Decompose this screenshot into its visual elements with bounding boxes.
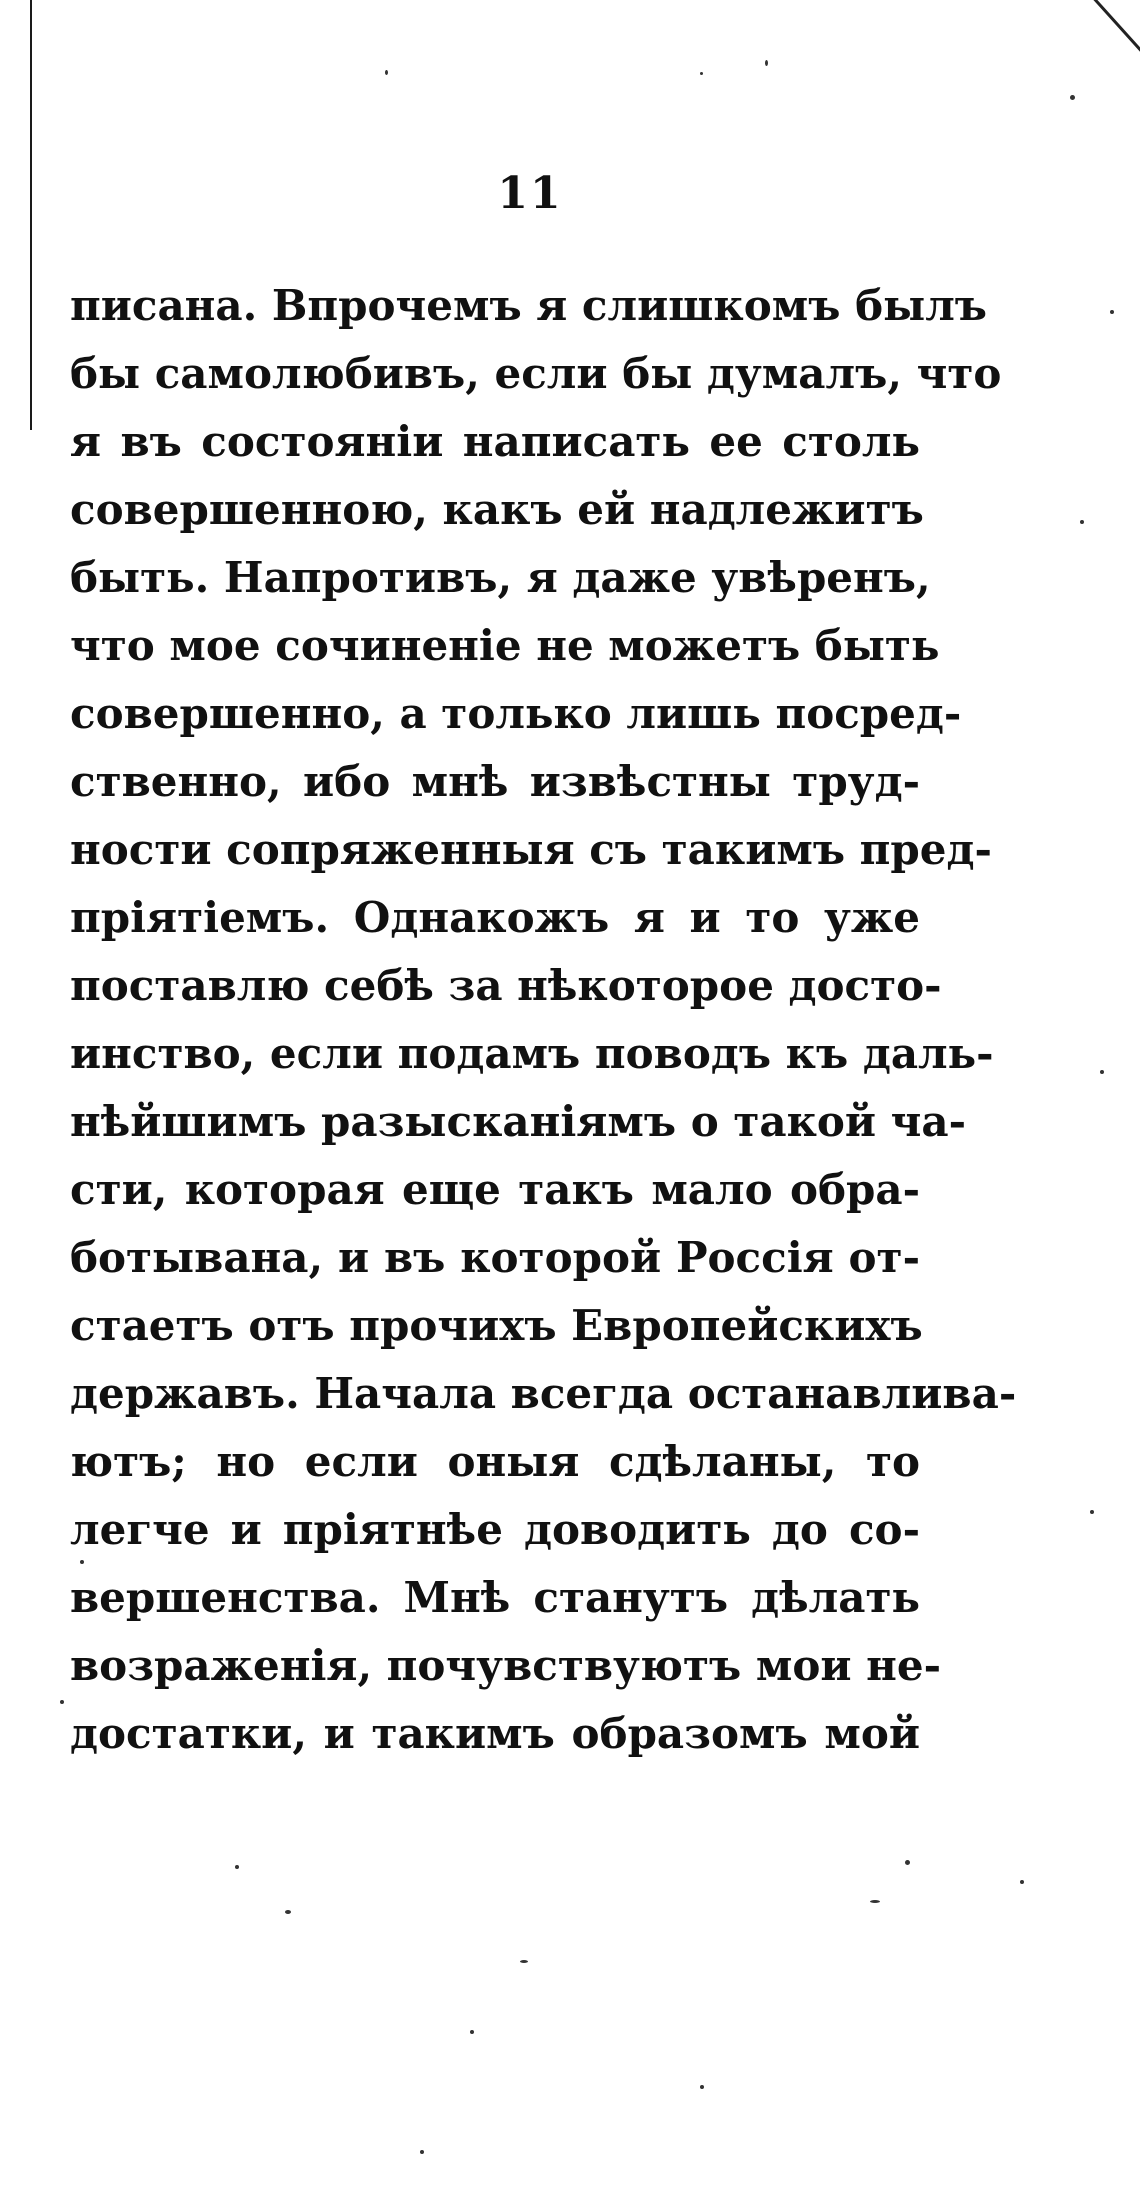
text-line: нѣйшимъ разысканiямъ о такой ча- bbox=[70, 1097, 967, 1146]
scan-speck bbox=[700, 2085, 704, 2089]
text-line: быть. Напротивъ, я даже увѣренъ, bbox=[70, 553, 931, 602]
text-line: вершенства. Мнѣ станутъ дѣлать bbox=[70, 1573, 920, 1622]
corner-fold-mark bbox=[1080, 0, 1140, 60]
text-line: писана. Впрочемъ я слишкомъ былъ bbox=[70, 281, 988, 330]
text-line: я въ состоянiи написать ее столь bbox=[70, 417, 920, 466]
scan-speck bbox=[80, 1560, 84, 1564]
scan-speck bbox=[1100, 1070, 1104, 1074]
scan-speck bbox=[235, 1865, 239, 1869]
text-line: державъ. Начала всегда останавлива- bbox=[70, 1369, 1017, 1418]
text-line: возраженiя, почувствуютъ мои не- bbox=[70, 1641, 942, 1690]
scan-speck bbox=[60, 1700, 64, 1704]
scan-speck bbox=[470, 2030, 474, 2034]
scan-speck bbox=[520, 1960, 528, 1963]
body-text bbox=[70, 272, 1017, 1768]
page-number: 11 bbox=[497, 168, 563, 219]
scan-speck bbox=[1080, 520, 1084, 524]
scan-speck bbox=[420, 2150, 424, 2154]
text-line: сти, которая еще такъ мало обра- bbox=[70, 1165, 920, 1214]
text-line: легче и прiятнѣе доводить до со- bbox=[70, 1505, 920, 1554]
text-line: совершенною, какъ ей надлежитъ bbox=[70, 485, 924, 534]
scan-speck bbox=[1110, 310, 1114, 314]
text-line: совершенно, а только лишь посред- bbox=[70, 689, 962, 738]
scan-speck bbox=[1020, 1880, 1024, 1884]
text-line: инство, если подамъ поводъ къ даль- bbox=[70, 1029, 994, 1078]
scan-speck bbox=[765, 60, 768, 66]
text-line: прiятiемъ. Однакожъ я и то уже bbox=[70, 893, 920, 942]
text-line: ственно, ибо мнѣ извѣстны труд- bbox=[70, 757, 920, 806]
scan-speck bbox=[285, 1910, 291, 1914]
text-line: ности сопряженныя съ такимъ пред- bbox=[70, 825, 992, 874]
scan-speck bbox=[385, 70, 388, 75]
text-line: ботывана, и въ которой Россiя от- bbox=[70, 1233, 920, 1282]
text-line: поставлю себѣ за нѣкоторое досто- bbox=[70, 961, 942, 1010]
text-line: ютъ; но если оныя сдѣланы, то bbox=[70, 1437, 920, 1486]
text-line: стаетъ отъ прочихъ Европейскихъ bbox=[70, 1301, 923, 1350]
text-line: бы самолюбивъ, если бы думалъ, что bbox=[70, 349, 1002, 398]
text-line: достатки, и такимъ образомъ мой bbox=[70, 1709, 920, 1758]
scan-speck bbox=[1090, 1510, 1094, 1514]
scan-speck bbox=[870, 1900, 880, 1903]
text-line: что мое сочиненiе не можетъ быть bbox=[70, 621, 940, 670]
scan-speck bbox=[1070, 95, 1075, 100]
scan-speck bbox=[905, 1860, 910, 1865]
scan-speck bbox=[700, 72, 703, 75]
